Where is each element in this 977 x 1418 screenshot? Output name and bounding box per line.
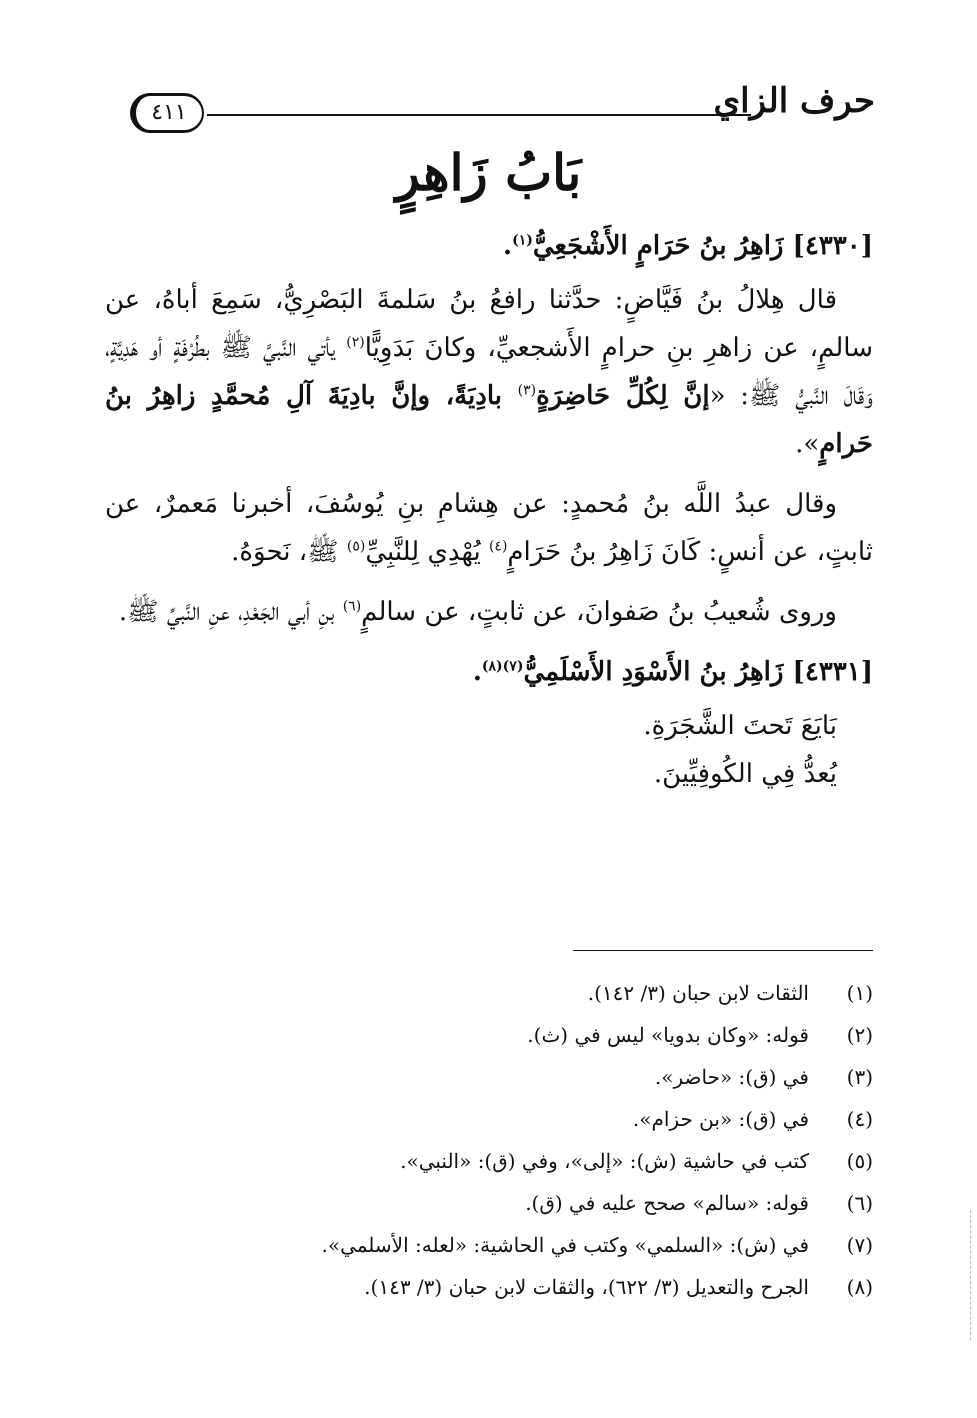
hadith-text: بادِيَةً، وإنَّ بادِيَةَ آلِ مُحمَّدٍ زاهِرُ بنُ حَرامٍ xyxy=(105,381,873,459)
footnote-number: (٨) xyxy=(846,1275,873,1299)
footnote xyxy=(105,972,873,1014)
paragraph xyxy=(105,276,873,468)
footnote-number: (٢) xyxy=(846,1023,873,1047)
footnote-text: الثقات لابن حبان (٣/ ١٤٢). xyxy=(587,981,809,1005)
paragraph-text: ». xyxy=(795,429,820,459)
running-title: حرف الزاي xyxy=(713,81,875,121)
footnote-ref: (٣) xyxy=(517,382,537,399)
footnote-number: (٥) xyxy=(846,1149,873,1173)
paragraph-text: قال هِلالُ بنُ فَيَّاضٍ: حدَّثنا رافعُ بنُ سَلمةَ البَصْرِيُّ، سَمِعَ أباهُ، عن سالمٍ، عن زاهرِ بنِ حرامٍ الأَشجعيِّ، وكانَ بَدَوِيًّا xyxy=(105,285,874,363)
footnote-text: في (ق): «حاضر». xyxy=(654,1065,809,1089)
footnote-text: قوله: «وكان بدويا» ليس في (ث). xyxy=(527,1023,809,1047)
footnote-ref: (١) xyxy=(512,232,533,249)
paragraph-text: بنِ أبي الجَعْدِ، عنِ النَّبيِّ ﷺ. xyxy=(118,597,343,627)
paragraph-text: يُهْدِي لِلنَّبِيِّ xyxy=(365,537,489,567)
footnote-text: في (ق): «بن حزام». xyxy=(632,1107,809,1131)
footnote xyxy=(105,1098,873,1140)
entry-heading-end: . xyxy=(472,657,482,687)
main-text xyxy=(105,222,873,798)
footnotes xyxy=(105,972,873,1308)
footnote-text: قوله: «سالم» صحح عليه في (ق). xyxy=(525,1191,809,1215)
paragraph-text: ﷺ، نَحوَهُ. xyxy=(231,537,347,567)
footnote-ref: (٥) xyxy=(346,538,366,555)
footnote xyxy=(105,1014,873,1056)
page-header xyxy=(130,78,875,142)
entry-heading-end: . xyxy=(503,231,513,261)
footnote-text: في (ش): «السلمي» وكتب في الحاشية: «لعله: الأسلمي». xyxy=(321,1233,809,1257)
page-number-badge: ٤١١ xyxy=(130,93,204,133)
scan-edge-artifact xyxy=(969,1210,971,1340)
paragraph xyxy=(105,588,873,636)
footnote-number: (١) xyxy=(846,981,873,1005)
footnote-ref: (٧)(٨) xyxy=(481,658,524,675)
paragraph-text: وقال عبدُ اللَّه بنُ مُحمدٍ: عن هِشامِ بنِ يُوسُفَ، أخبرنا مَعمرٌ، عن ثابتٍ، عن أنسٍ: كَانَ زَاهِرُ بنُ حَرَامٍ xyxy=(105,489,873,567)
footnote xyxy=(105,1140,873,1182)
paragraph xyxy=(105,480,873,576)
footnote xyxy=(105,1056,873,1098)
hadith-text: إنَّ لِكُلِّ حَاضِرَةٍ xyxy=(536,381,710,411)
footnote-text: كتب في حاشية (ش): «إلى»، وفي (ق): «النبي». xyxy=(400,1149,809,1173)
footnote-number: (٦) xyxy=(846,1191,873,1215)
entry-heading-4331 xyxy=(105,648,873,696)
footnote-ref: (٤) xyxy=(488,538,508,555)
footnote-number: (٣) xyxy=(846,1065,873,1089)
paragraph-text: يأتي النَّبيَّ ﷺ بطُرْفَةٍ أو هَدِيَّةٍ، وَقَالَ النَّبيُّ ﷺ: « xyxy=(105,333,873,411)
footnote-separator xyxy=(573,950,873,951)
footnote xyxy=(105,1266,873,1308)
short-line: بَايَعَ تَحتَ الشَّجَرَةِ. xyxy=(643,711,837,741)
entry-heading-text: [٤٣٣١] زَاهِرُ بنُ الأَسْوَدِ الأَسْلَمِيُّ xyxy=(523,657,873,687)
paragraph-text: وروى شُعيبُ بنُ صَفوانَ، عن ثابتٍ، عن سالمٍ xyxy=(361,597,837,627)
short-line: يُعدُّ فِي الكُوفِيِّينَ. xyxy=(653,759,837,789)
entry-heading-text: [٤٣٣٠] زَاهِرُ بنُ حَرَامٍ الأَشْجَعِيُّ xyxy=(532,231,873,261)
footnote-number: (٧) xyxy=(846,1233,873,1257)
header-rule xyxy=(207,114,751,116)
footnote-ref: (٢) xyxy=(346,334,365,351)
chapter-title: بَابُ زَاهِرٍ xyxy=(395,143,582,202)
footnote xyxy=(105,1182,873,1224)
footnote-ref: (٦) xyxy=(342,598,362,615)
footnote xyxy=(105,1224,873,1266)
entry-heading-4330 xyxy=(105,222,873,270)
footnote-number: (٤) xyxy=(846,1107,873,1131)
footnote-text: الجرح والتعديل (٣/ ٦٢٢)، والثقات لابن حبان (٣/ ١٤٣). xyxy=(364,1275,809,1299)
